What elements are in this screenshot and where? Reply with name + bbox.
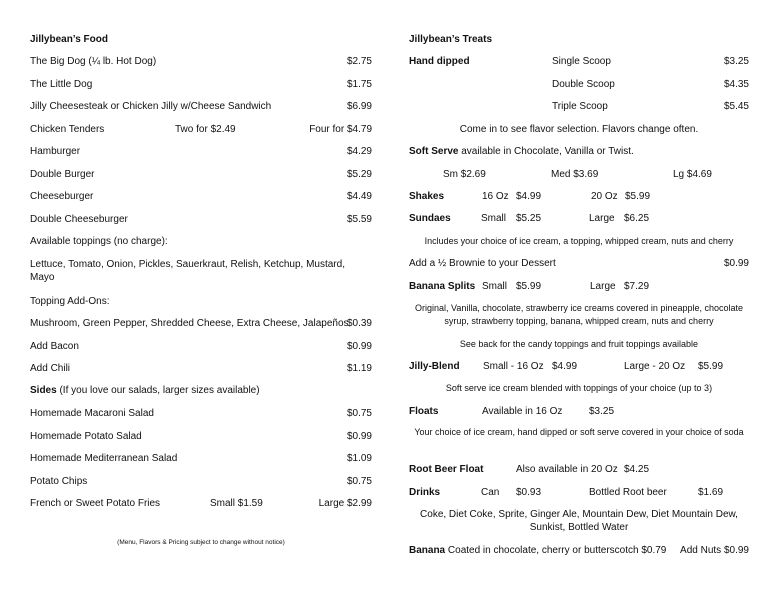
- floats-note: Your choice of ice cream, hand dipped or soft serve covered in your choice of soda: [414, 427, 744, 437]
- item-brownie: Add a ½ Brownie to your Dessert: [409, 258, 556, 269]
- price-fries-large: Large $2.99: [318, 498, 372, 509]
- price-tenders-two: Two for $2.49: [175, 124, 236, 135]
- item-drinks: Drinks: [409, 487, 441, 498]
- item-macaroni: Homemade Macaroni Salad: [30, 408, 154, 419]
- sides-heading-bold: Sides: [30, 385, 57, 396]
- item-potato-chips: Potato Chips: [30, 476, 88, 487]
- item-addon-veg: Mushroom, Green Pepper, Shredded Cheese, Extra Cheese, Jalapeños: [30, 318, 349, 329]
- price-mediterranean: $1.09: [346, 453, 372, 464]
- banana-row: [409, 544, 666, 557]
- item-hamburger: Hamburger: [30, 146, 81, 157]
- size-shakes-20: 20 Oz: [591, 191, 618, 202]
- soft-serve-heading: [409, 145, 634, 158]
- drinks-bottled: Bottled Root beer: [589, 487, 667, 498]
- price-banana: $0.79: [641, 545, 667, 556]
- item-chicken-tenders: Chicken Tenders: [30, 124, 105, 135]
- size-shakes-16: 16 Oz: [482, 191, 509, 202]
- price-fries-small: Small $1.59: [210, 498, 263, 509]
- item-cheeseburger: Cheeseburger: [30, 191, 94, 202]
- food-title: Jillybean’s Food: [30, 34, 108, 45]
- price-add-chili: $1.19: [346, 363, 372, 374]
- banana-desc: Coated in chocolate, cherry or butterscotch: [447, 545, 639, 556]
- price-sundae-large: $6.25: [624, 213, 650, 224]
- disclaimer: (Menu, Flavors & Pricing subject to change without notice): [117, 539, 285, 546]
- price-bottled: $1.69: [698, 487, 724, 498]
- price-blend-small: $4.99: [552, 361, 578, 372]
- drinks-can: Can: [481, 487, 500, 498]
- item-add-bacon: Add Bacon: [30, 341, 79, 352]
- item-jilly-blend: Jilly-Blend: [409, 361, 460, 372]
- price-little-dog: $1.75: [346, 79, 372, 90]
- blend-note: Soft serve ice cream blended with toppings of your choice (up to 3): [445, 383, 713, 393]
- item-double-scoop: Double Scoop: [552, 79, 615, 90]
- sides-heading-note: (If you love our salads, larger sizes available): [56, 385, 260, 396]
- toppings-heading: Available toppings (no charge):: [30, 236, 168, 247]
- item-root-beer-float: Root Beer Float: [409, 464, 484, 475]
- price-floats: $3.25: [589, 406, 615, 417]
- drinks-note: Coke, Diet Coke, Sprite, Ginger Ale, Mountain Dew, Diet Mountain Dew, Sunkist, Bottled Water: [420, 509, 738, 533]
- item-triple-scoop: Triple Scoop: [552, 101, 608, 112]
- size-blend-small: Small - 16 Oz: [483, 361, 544, 372]
- candy-note: See back for the candy toppings and fruit toppings available: [459, 339, 699, 349]
- price-add-bacon: $0.99: [346, 341, 372, 352]
- splits-note: Original, Vanilla, chocolate, strawberry ice creams covered in pineapple, chocolate syrup, strawberry topping, banana, whipped cream, nuts and cherry: [415, 303, 743, 326]
- price-potato-salad: $0.99: [346, 431, 372, 442]
- sides-heading: [30, 384, 260, 397]
- price-root-beer-float: $4.25: [624, 464, 650, 475]
- price-addon-veg: $0.39: [346, 318, 372, 329]
- price-soft-lg: Lg $4.69: [673, 169, 712, 180]
- item-mediterranean: Homemade Mediterranean Salad: [30, 453, 178, 464]
- item-big-dog: The Big Dog (¼ lb. Hot Dog): [30, 56, 157, 67]
- add-nuts: [680, 544, 749, 557]
- price-shakes-16: $4.99: [516, 191, 542, 202]
- item-little-dog: The Little Dog: [30, 79, 93, 90]
- item-cheesesteak: Jilly Cheesesteak or Chicken Jilly w/Cheese Sandwich: [30, 101, 272, 112]
- price-hamburger: $4.29: [346, 146, 372, 157]
- price-soft-med: Med $3.69: [551, 169, 599, 180]
- price-shakes-20: $5.99: [625, 191, 651, 202]
- size-sundae-large: Large: [589, 213, 615, 224]
- price-double-cheeseburger: $5.59: [346, 214, 372, 225]
- item-sundaes: Sundaes: [409, 213, 451, 224]
- addons-heading: Topping Add-Ons:: [30, 296, 110, 307]
- price-single-scoop: $3.25: [723, 56, 749, 67]
- item-double-burger: Double Burger: [30, 169, 95, 180]
- item-banana: Banana: [409, 545, 446, 556]
- item-double-cheeseburger: Double Cheeseburger: [30, 214, 128, 225]
- item-fries: French or Sweet Potato Fries: [30, 498, 161, 509]
- price-big-dog: $2.75: [346, 56, 372, 67]
- price-add-nuts: $0.99: [723, 545, 749, 556]
- hand-dipped-heading: Hand dipped: [409, 56, 470, 67]
- soft-serve-note: available in Chocolate, Vanilla or Twist.: [458, 146, 634, 157]
- price-blend-large: $5.99: [698, 361, 724, 372]
- price-cheeseburger: $4.49: [346, 191, 372, 202]
- price-tenders-four: Four for $4.79: [309, 124, 372, 135]
- price-brownie: $0.99: [723, 258, 749, 269]
- item-floats: Floats: [409, 406, 439, 417]
- price-splits-large: $7.29: [624, 281, 650, 292]
- item-add-chili: Add Chili: [30, 363, 71, 374]
- size-sundae-small: Small: [481, 213, 507, 224]
- item-potato-salad: Homemade Potato Salad: [30, 431, 142, 442]
- size-blend-large: Large - 20 Oz: [624, 361, 686, 372]
- root-beer-availability: Also available in 20 Oz: [516, 464, 618, 475]
- size-splits-large: Large: [590, 281, 616, 292]
- price-sundae-small: $5.25: [516, 213, 542, 224]
- price-macaroni: $0.75: [346, 408, 372, 419]
- price-double-burger: $5.29: [346, 169, 372, 180]
- price-double-scoop: $4.35: [723, 79, 749, 90]
- price-triple-scoop: $5.45: [723, 101, 749, 112]
- sundae-note: Includes your choice of ice cream, a topping, whipped cream, nuts and cherry: [424, 236, 734, 246]
- item-shakes: Shakes: [409, 191, 445, 202]
- price-soft-sm: Sm $2.69: [443, 169, 486, 180]
- price-splits-small: $5.99: [516, 281, 542, 292]
- item-banana-splits: Banana Splits: [409, 281, 476, 292]
- item-single-scoop: Single Scoop: [552, 56, 611, 67]
- flavor-note: Come in to see flavor selection. Flavors change often.: [459, 124, 699, 135]
- price-cheesesteak: $6.99: [346, 101, 372, 112]
- size-splits-small: Small: [482, 281, 508, 292]
- soft-serve-bold: Soft Serve: [409, 146, 459, 157]
- price-can: $0.93: [516, 487, 542, 498]
- toppings-list: Lettuce, Tomato, Onion, Pickles, Sauerkraut, Relish, Ketchup, Mustard, Mayo: [30, 259, 345, 283]
- price-potato-chips: $0.75: [346, 476, 372, 487]
- add-nuts-label: Add Nuts: [680, 545, 722, 556]
- floats-availability: Available in 16 Oz: [482, 406, 563, 417]
- treats-title: Jillybean’s Treats: [409, 34, 493, 45]
